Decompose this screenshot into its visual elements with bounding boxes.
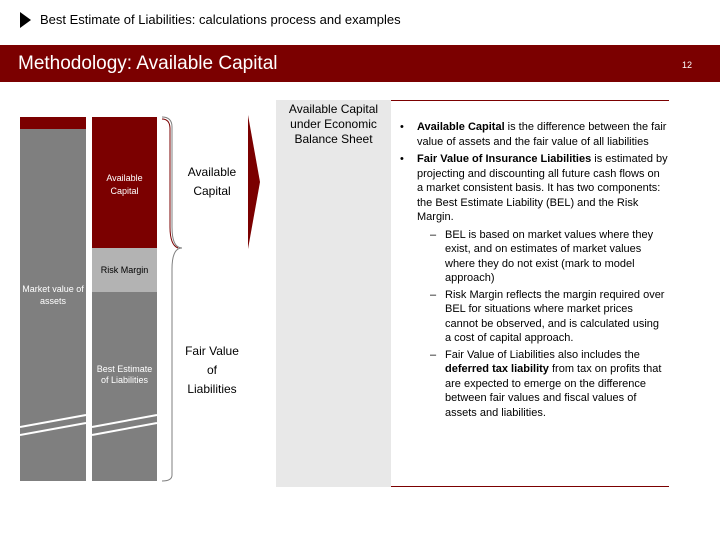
available-capital-box-label: Available Capital bbox=[106, 173, 143, 196]
list-item bbox=[400, 120, 668, 149]
bullet-arrow-icon bbox=[20, 12, 31, 28]
term: Available Capital bbox=[417, 121, 505, 133]
sub-point: Fair Value of Liabilities also includes the bbox=[445, 348, 640, 361]
brace-label-line: Liabilities bbox=[187, 382, 237, 396]
market-value-label: Market value of assets bbox=[22, 284, 84, 306]
brace-label-line: of bbox=[206, 363, 217, 377]
document-title: Best Estimate of Liabilities: calculations process and examples bbox=[40, 12, 401, 27]
column-heading: Available Capital under Economic Balance Sheet bbox=[288, 102, 379, 146]
term: Fair Value of Insurance Liabilities bbox=[417, 153, 592, 165]
axis-break-icon bbox=[20, 405, 160, 445]
sub-point: from tax on profits that are expected to emerge on the difference between fair values and fiscal values of assets and liabilities. bbox=[445, 363, 662, 419]
term: deferred tax liability bbox=[445, 363, 549, 375]
sub-point: BEL is based on market values where they exist, and on estimates of market values where they do not exist (mark to model approach) bbox=[445, 228, 654, 284]
page-number: 12 bbox=[682, 60, 693, 70]
sub-list-item bbox=[400, 228, 668, 286]
fair-value-brace-label bbox=[170, 342, 254, 399]
divider bbox=[391, 486, 669, 487]
dash-icon: – bbox=[430, 228, 437, 241]
brace-label-line: Fair Value bbox=[185, 344, 239, 358]
divider bbox=[391, 100, 669, 101]
dash-icon: – bbox=[430, 288, 437, 301]
sub-list-item bbox=[400, 348, 668, 421]
bel-box bbox=[92, 292, 157, 481]
section-title: Methodology: Available Capital bbox=[18, 53, 278, 74]
risk-margin-box-label: Risk Margin bbox=[100, 265, 149, 275]
list-item bbox=[400, 152, 668, 225]
available-capital-brace-label bbox=[170, 163, 254, 201]
definition: is estimated by projecting and discounting all future cash flows on a market consistent basis. It has two components: the Best Estimate Liability (BEL) and the Risk Margin. bbox=[417, 153, 668, 223]
sub-point: Risk Margin reflects the margin required over BEL for situations where market prices cannot be observed, and is calculated using a cost of capital approach. bbox=[445, 288, 665, 344]
bullet-icon: • bbox=[400, 153, 404, 165]
economic-balance-sheet-column bbox=[276, 100, 391, 487]
assets-bar-top bbox=[20, 117, 86, 129]
dash-icon: – bbox=[430, 348, 437, 361]
brace-label-line: Capital bbox=[193, 184, 231, 198]
sub-list-item bbox=[400, 288, 668, 346]
bullet-icon: • bbox=[400, 121, 404, 133]
section-banner bbox=[0, 45, 720, 82]
explanation-notes bbox=[400, 120, 668, 422]
definition: is the difference between the fair value of assets and the fair value of all liabilities bbox=[417, 121, 667, 148]
brace-label-line: Available bbox=[187, 165, 237, 179]
bel-box-label: Best Estimate of Liabilities bbox=[96, 364, 153, 385]
